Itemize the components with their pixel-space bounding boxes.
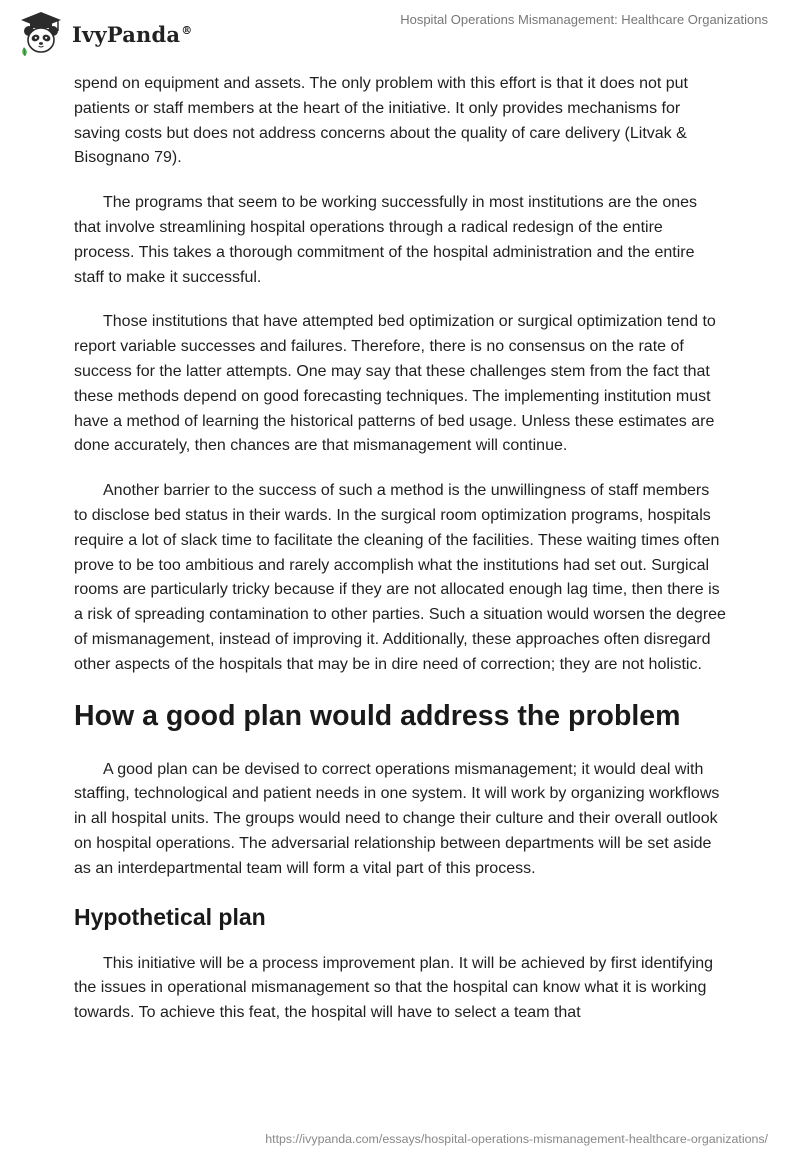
registered-mark: ® — [181, 23, 193, 37]
essay-body — [74, 72, 726, 1046]
document-title: Hospital Operations Mismanagement: Healthcare Organizations — [400, 12, 768, 27]
paragraph: The programs that seem to be working successfully in most institutions are the ones that involve streamlining hospital operations through a radical redesign of the entire process. This takes a thorough commitment of the hospital administration and the entire staff to make it successful. — [74, 194, 698, 286]
paragraph: Another barrier to the success of such a method is the unwillingness of staff members to disclose bed status in their wards. In the surgical room optimization programs, hospitals require a lot of slack time to facilitate the cleaning of the facilities. These waiting times often prove to be too ambitious and rarely accomplish what the institutions had set out. Surgical rooms are particularly tricky because if they are not allocated enough lag time, then there is a risk of spreading contamination to other parties. Such a situation would worsen the degree of mismanagement, instead of improving it. Additionally, these approaches often disregard other aspects of the hospitals that may be in dire need of correction; they are not holistic. — [74, 482, 726, 673]
source-url[interactable]: https://ivypanda.com/essays/hospital-operations-mismanagement-healthcare-organizations/ — [265, 1132, 768, 1146]
section-heading: How a good plan would address the problem — [74, 699, 681, 732]
panda-graduate-icon — [16, 9, 66, 59]
ivypanda-logo[interactable] — [16, 8, 226, 60]
paragraph: spend on equipment and assets. The only problem with this effort is that it does not put patients or staff members at the heart of the initiative. It only provides mechanisms for saving costs but does not address concerns about the quality of care delivery (Litvak & Bisognano 79). — [74, 75, 688, 167]
paragraph: Those institutions that have attempted bed optimization or surgical optimization tend to report variable successes and failures. Therefore, there is no consensus on the rate of success for the latter attempts. One may say that these challenges stem from the fact that these methods depend on good forecasting techniques. The implementing institution must have a method of learning the historical patterns of bed usage. Unless these estimates are done accurately, then chances are that mismanagement will continue. — [74, 313, 716, 455]
subsection-heading: Hypothetical plan — [74, 903, 266, 930]
paragraph: A good plan can be devised to correct operations mismanagement; it would deal with staffing, technological and patient needs in one system. It will work by organizing workflows in all hospital units. The groups would need to change their culture and their overall outlook on hospital operations. The adversarial relationship between departments will be set aside as an interdepartmental team will form a vital part of this process. — [74, 760, 720, 877]
brand-name: IvyPanda® — [72, 21, 193, 47]
page-header — [0, 0, 800, 70]
paragraph: This initiative will be a process improvement plan. It will be achieved by first identifying the issues in operational mismanagement so that the hospital can know what it is working towards. To achieve this feat, the hospital will have to select a team that — [74, 954, 714, 1022]
